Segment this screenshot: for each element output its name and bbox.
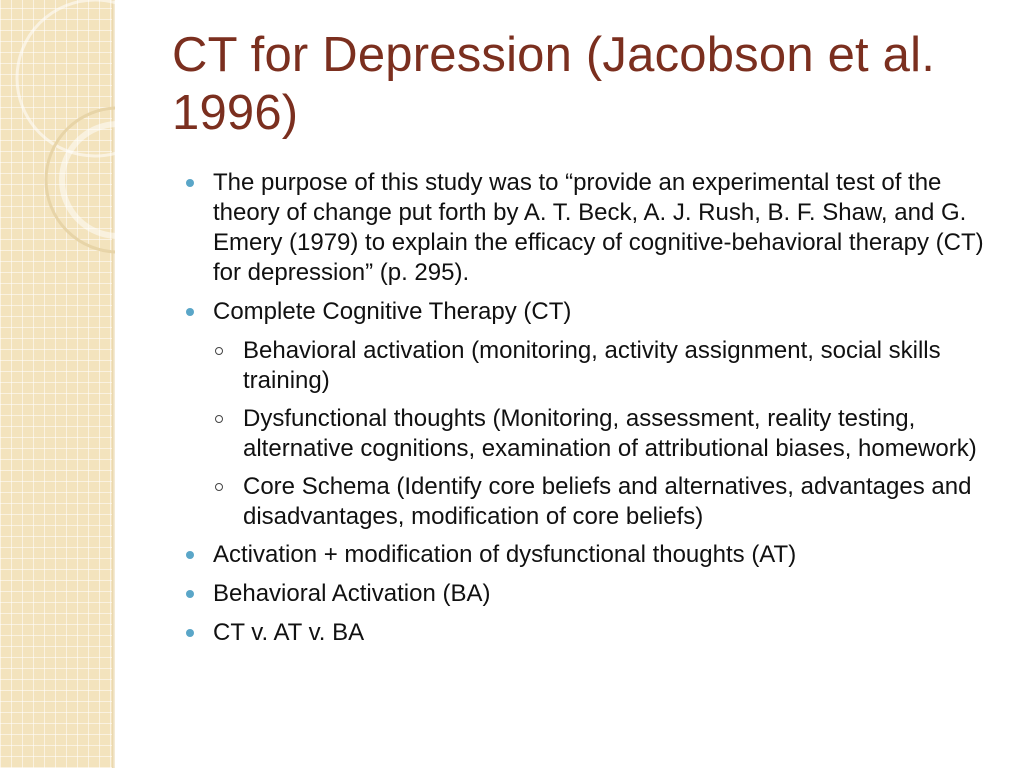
ring-decoration xyxy=(62,124,115,236)
dot-bullet-icon xyxy=(186,551,194,559)
sub-bullet-item xyxy=(213,336,1002,396)
sub-bullet-item xyxy=(213,404,1002,464)
decorative-rings xyxy=(0,0,115,768)
bullet-text: Behavioral Activation (BA) xyxy=(213,580,491,607)
bullet-text: Behavioral activation (monitoring, activity assignment, social skills training) xyxy=(243,337,941,394)
hollow-circle-bullet-icon xyxy=(215,483,223,491)
slide-title: CT for Depression (Jacobson et al. 1996) xyxy=(172,28,936,140)
bullet-item xyxy=(182,579,1002,609)
ring-decoration xyxy=(17,0,115,156)
bullet-text: Complete Cognitive Therapy (CT) xyxy=(213,298,572,325)
bullet-text: Dysfunctional thoughts (Monitoring, assessment, reality testing, alternative cognitions, examination of attributional biases, homework) xyxy=(243,405,977,462)
bullet-text: Core Schema (Identify core beliefs and alternatives, advantages and disadvantages, modification of core beliefs) xyxy=(243,473,972,530)
sub-bullet-item xyxy=(213,472,1002,532)
dot-bullet-icon xyxy=(186,179,194,187)
bullet-item xyxy=(182,540,1002,570)
bullet-item xyxy=(182,618,1002,648)
bullet-text: Activation + modification of dysfunctional thoughts (AT) xyxy=(213,541,797,568)
bullet-list xyxy=(182,168,1002,657)
bullet-text: The purpose of this study was to “provide an experimental test of the theory of change put forth by A. T. Beck, A. J. Rush, B. F. Shaw, and G. Emery (1979) to explain the efficacy of cognitive-behavioral therapy (CT) for depression” (p. 295). xyxy=(213,169,984,286)
hollow-circle-bullet-icon xyxy=(215,415,223,423)
hollow-circle-bullet-icon xyxy=(215,347,223,355)
dot-bullet-icon xyxy=(186,629,194,637)
bullet-text: CT v. AT v. BA xyxy=(213,619,365,646)
bullet-item xyxy=(182,168,1002,288)
dot-bullet-icon xyxy=(186,590,194,598)
ring-decoration xyxy=(46,108,115,252)
bullet-item xyxy=(182,297,1002,327)
dot-bullet-icon xyxy=(186,308,194,316)
